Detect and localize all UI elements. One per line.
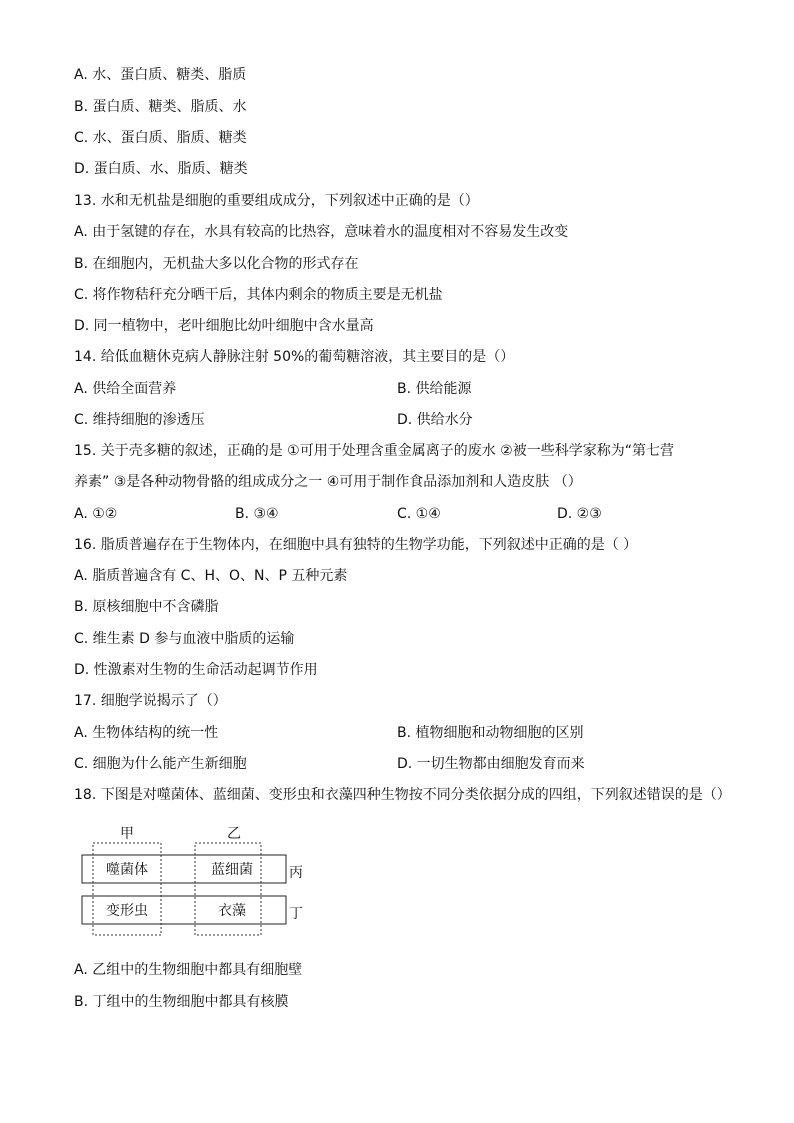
q13-option-c: C. 将作物秸秆充分晒干后，其体内剩余的物质主要是无机盐	[74, 287, 443, 303]
q17-stem: 17. 细胞学说揭示了（）	[74, 693, 227, 709]
q13-stem: 13. 水和无机盐是细胞的重要组成成分，下列叙述中正确的是（）	[74, 193, 479, 209]
q13-option-a: A. 由于氢键的存在，水具有较高的比热容，意味着水的温度相对不容易发生改变	[74, 224, 569, 240]
q12-option-c: C. 水、蛋白质、脂质、糖类	[74, 130, 247, 146]
q15-option-c: C. ①④	[397, 506, 441, 522]
q17-option-c: C. 细胞为什么能产生新细胞	[74, 756, 247, 772]
q12-option-a: A. 水、蛋白质、糖类、脂质	[74, 67, 247, 83]
q17-option-b: B. 植物细胞和动物细胞的区别	[397, 725, 584, 741]
q12-option-b: B. 蛋白质、糖类、脂质、水	[74, 99, 247, 115]
q14-option-d: D. 供给水分	[397, 412, 473, 428]
q15-option-a: A. ①②	[74, 506, 118, 522]
q15-stem-line2: 养素” ③是各种动物骨骼的组成成分之一 ④可用于制作食品添加剂和人造皮肤 （）	[74, 474, 582, 490]
q15-option-d: D. ②③	[557, 506, 602, 522]
q14-stem: 14. 给低血糖休克病人静脉注射 50%的葡萄糖溶液，其主要目的是（）	[74, 349, 515, 365]
label-jia: 甲	[120, 826, 134, 842]
q18-option-b: B. 丁组中的生物细胞中都具有核膜	[74, 994, 289, 1010]
q16-option-b: B. 原核细胞中不含磷脂	[74, 599, 219, 615]
q16-option-c: C. 维生素 D 参与血液中脂质的运输	[74, 631, 295, 647]
q18-stem: 18. 下图是对噬菌体、蓝细菌、变形虫和衣藻四种生物按不同分类依据分成的四组，下列叙述错误的是（）	[74, 787, 731, 803]
q15-stem-line1: 15. 关于壳多糖的叙述，正确的是 ①可用于处理含重金属离子的废水 ②被一些科学家称为“第七营	[74, 443, 674, 459]
q17-option-a: A. 生物体结构的统一性	[74, 725, 219, 741]
q17-option-d: D. 一切生物都由细胞发育而来	[397, 756, 585, 772]
q14-option-a: A. 供给全面营养	[74, 381, 177, 397]
label-bing: 丙	[289, 865, 303, 881]
group-jia-box	[93, 843, 161, 935]
q12-option-d: D. 蛋白质、水、脂质、糖类	[74, 161, 248, 177]
cell-cyanobacteria: 蓝细菌	[211, 862, 253, 878]
q14-option-b: B. 供给能源	[397, 381, 472, 397]
q13-option-d: D. 同一植物中，老叶细胞比幼叶细胞中含水量高	[74, 318, 374, 334]
q15-option-b: B. ③④	[235, 506, 279, 522]
cell-bacteriophage: 噬菌体	[106, 862, 148, 878]
q14-option-c: C. 维持细胞的渗透压	[74, 412, 205, 428]
label-ding: 丁	[289, 906, 303, 922]
classification-diagram	[74, 822, 314, 942]
group-yi-box	[195, 843, 261, 935]
label-yi: 乙	[227, 826, 241, 842]
q16-stem: 16. 脂质普遍存在于生物体内，在细胞中具有独特的生物学功能，下列叙述中正确的是（ ）	[74, 537, 638, 553]
q13-option-b: B. 在细胞内，无机盐大多以化合物的形式存在	[74, 256, 359, 272]
q16-option-a: A. 脂质普遍含有 C、H、O、N、P 五种元素	[74, 568, 348, 584]
cell-chlamydomonas: 衣藻	[218, 903, 246, 919]
cell-amoeba: 变形虫	[106, 903, 148, 919]
q18-option-a: A. 乙组中的生物细胞中都具有细胞壁	[74, 962, 303, 978]
q16-option-d: D. 性激素对生物的生命活动起调节作用	[74, 662, 318, 678]
